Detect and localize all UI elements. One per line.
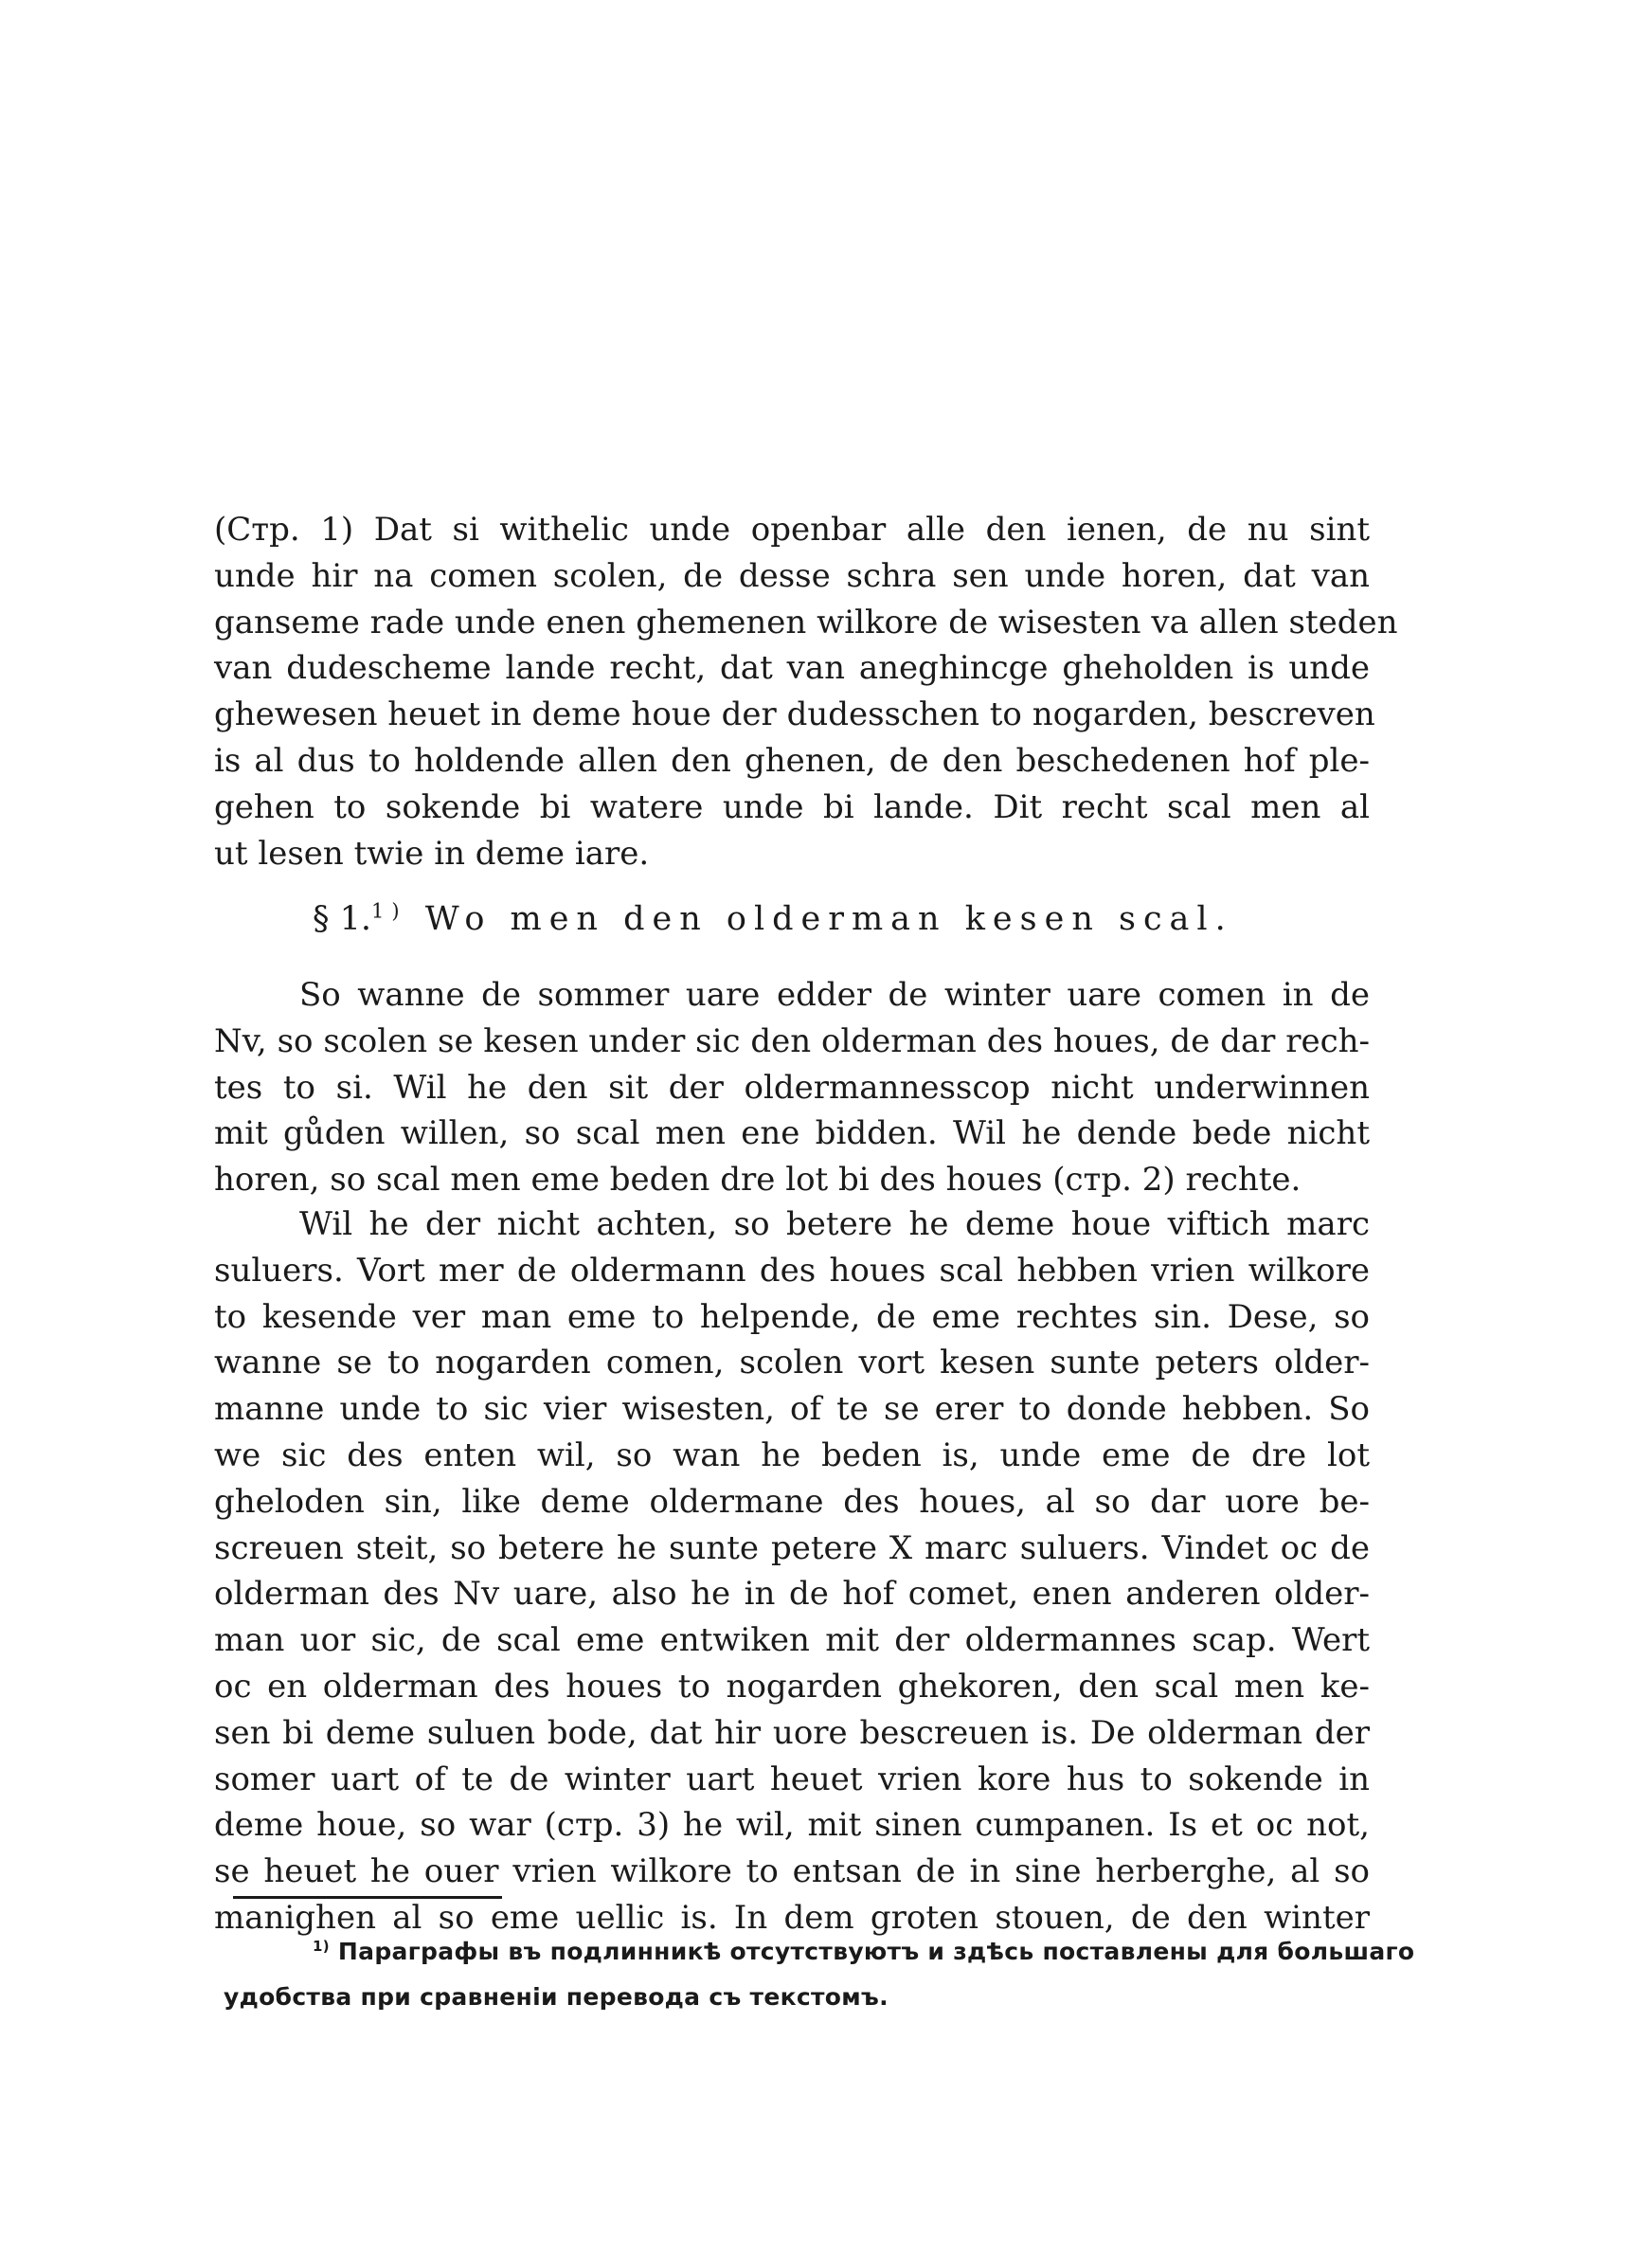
text-line: screuen steit, so betere he sunte petere X marc suluers. Vindet oc de bbox=[214, 1528, 1370, 1567]
text-line: sen bi deme suluen bode, dat hir uore bescreuen is. De olderman der bbox=[214, 1713, 1370, 1752]
section-marker: § 1. bbox=[313, 900, 372, 938]
section-title: Wo men den olderman kesen scal. bbox=[424, 900, 1233, 938]
paragraph-2 bbox=[214, 1201, 1370, 1941]
text-line: is al dus to holdende allen den ghenen, de den beschedenen hof ple- bbox=[214, 741, 1370, 780]
intro-paragraph bbox=[214, 507, 1398, 876]
text-line: manighen al so eme uellic is. In dem groten stouen, de den winter bbox=[214, 1898, 1370, 1937]
text-line: ghewesen heuet in deme houe der dudesschen to nogarden, bescreven bbox=[214, 695, 1375, 734]
text-line: se heuet he ouer vrien wilkore to entsan de in sine herberghe, al so bbox=[214, 1852, 1370, 1891]
text-line: So wanne de sommer uare edder de winter uare comen in de bbox=[299, 976, 1370, 1014]
text-line: ut lesen twie in deme iare. bbox=[214, 834, 650, 873]
text-line: manne unde to sic vier wisesten, of te se erer to donde hebben. So bbox=[214, 1390, 1370, 1429]
text-line: unde hir na comen scolen, de desse schra sen unde horen, dat van bbox=[214, 556, 1370, 595]
text-line: somer uart of te de winter uart heuet vrien kore hus to sokende in bbox=[214, 1760, 1370, 1798]
footnote-line: удобства при сравненіи перевода съ текстомъ. bbox=[224, 1983, 889, 2011]
footnote-marker: 1) bbox=[313, 1938, 330, 1955]
text-line: to kesende ver man eme to helpende, de eme rechtes sin. Dese, so bbox=[214, 1297, 1370, 1336]
text-line: suluers. Vort mer de oldermann des houes scal hebben vrien wilkore bbox=[214, 1251, 1370, 1290]
text-line: gheloden sin, like deme oldermane des houes, al so dar uore be- bbox=[214, 1482, 1370, 1521]
footnote bbox=[224, 1929, 1415, 2020]
text-line: oc en olderman des houes to nogarden ghekoren, den scal men ke- bbox=[214, 1667, 1370, 1706]
text-line: Wil he der nicht achten, so betere he deme houe viftich marc bbox=[299, 1205, 1370, 1243]
footnote-text: Параграфы въ подлинникѣ отсутствуютъ и здѣсь поставлены для большаго bbox=[337, 1938, 1415, 1965]
text-line: we sic des enten wil, so wan he beden is, unde eme de dre lot bbox=[214, 1435, 1370, 1474]
text-line: tes to si. Wil he den sit der oldermannesscop nicht underwinnen bbox=[214, 1068, 1370, 1107]
paragraph-1 bbox=[214, 972, 1370, 1203]
text-line: mit gůden willen, so scal men ene bidden. Wil he dende bede nicht bbox=[214, 1114, 1370, 1153]
text-line: man uor sic, de scal eme entwiken mit der oldermannes scap. Wert bbox=[214, 1621, 1370, 1660]
text-line: olderman des Nv uare, also he in de hof comet, enen anderen older- bbox=[214, 1575, 1370, 1614]
footnote-reference: 1) bbox=[371, 899, 407, 923]
text-line: horen, so scal men eme beden dre lot bi des houes (стр. 2) rechte. bbox=[214, 1161, 1302, 1200]
section-heading bbox=[313, 900, 1233, 938]
text-line: (Стр. 1) Dat si withelic unde openbar alle den ienen, de nu sint bbox=[214, 511, 1370, 549]
text-line: wanne se to nogarden comen, scolen vort kesen sunte peters older- bbox=[214, 1344, 1370, 1382]
text-line: gehen to sokende bi watere unde bi lande. Dit recht scal men al bbox=[214, 787, 1370, 826]
footnote-line bbox=[224, 1929, 1415, 1975]
text-line: deme houe, so war (стр. 3) he wil, mit sinen cumpanen. Is et oc not, bbox=[214, 1806, 1370, 1845]
text-line: ganseme rade unde enen ghemenen wilkore de wisesten va allen steden bbox=[214, 603, 1398, 641]
text-line: Nv, so scolen se kesen under sic den olderman des houes, de dar rech- bbox=[214, 1021, 1370, 1060]
footnote-divider bbox=[233, 1896, 502, 1899]
text-line: van dudescheme lande recht, dat van aneghincge gheholden is unde bbox=[214, 649, 1370, 688]
